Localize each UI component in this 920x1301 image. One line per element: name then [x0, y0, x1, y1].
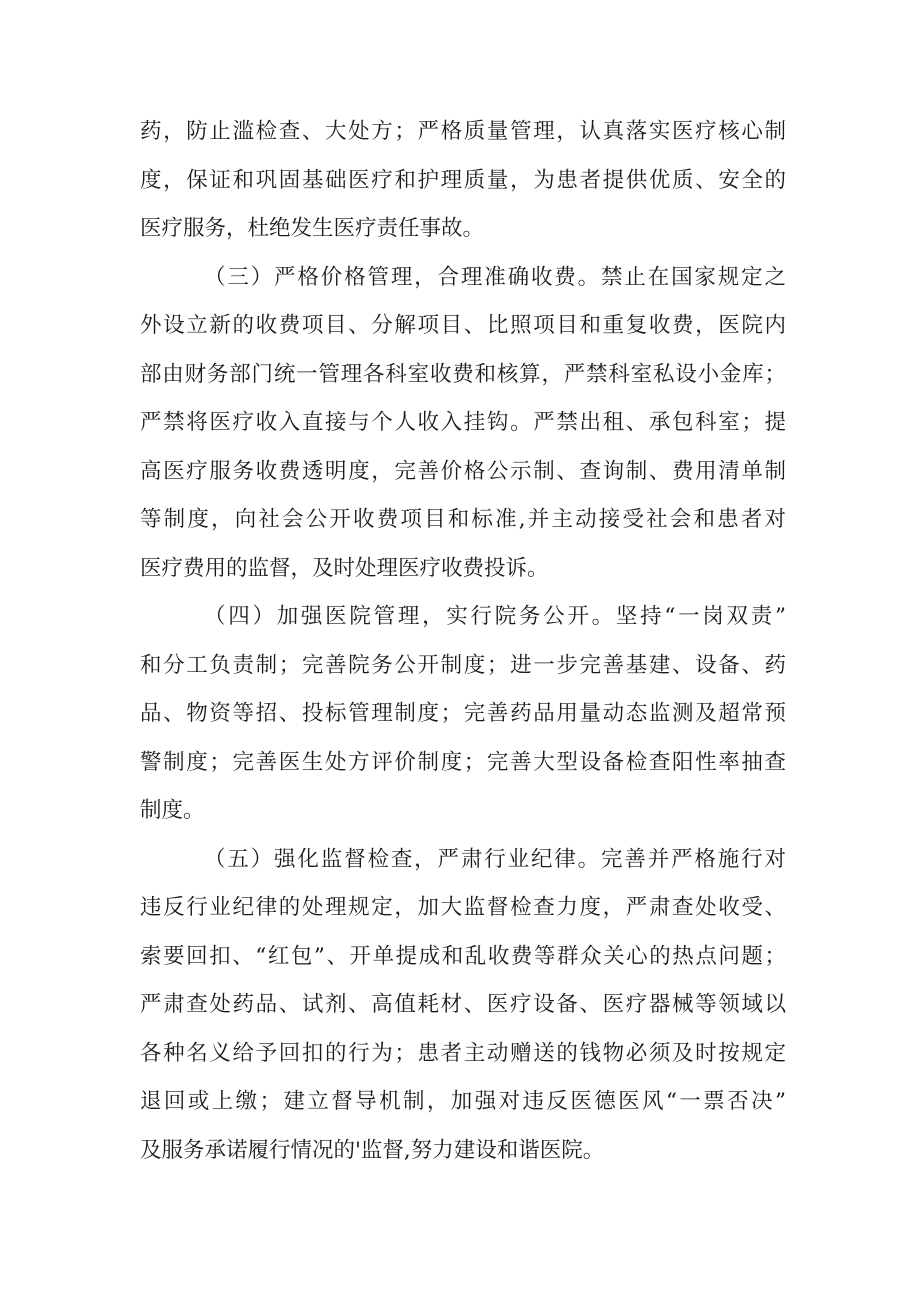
- text-line: 品、物资等招、投标管理制度；完善药品用量动态监测及超常预: [140, 701, 786, 726]
- text-line: 索要回扣、“红包”、开单提成和乱收费等群众关心的热点问题；: [140, 943, 786, 969]
- text-line: 及服务承诺履行情况的'监督,努力建设和谐医院。: [140, 1137, 605, 1163]
- paragraph-start-line: （三）严格价格管理，合理准确收费。禁止在国家规定之: [204, 264, 786, 290]
- text-line: 等制度，向社会公开收费项目和标准,并主动接受社会和患者对: [140, 507, 786, 532]
- text-line: 违反行业纪律的处理规定，加大监督检查力度，严肃查处收受、: [140, 895, 786, 920]
- text-line: 严肃查处药品、试剂、高值耗材、医疗设备、医疗器械等领域以: [140, 992, 786, 1017]
- text-line: 各种名义给予回扣的行为；患者主动赠送的钱物必须及时按规定: [140, 1040, 786, 1066]
- text-line: 度，保证和巩固基础医疗和护理质量，为患者提供优质、安全的: [140, 167, 786, 193]
- text-line: 严禁将医疗收入直接与个人收入挂钩。严禁出租、承包科室；提: [140, 410, 786, 435]
- text-line: 医疗服务，杜绝发生医疗责任事故。: [140, 216, 485, 241]
- text-line: 药，防止滥检查、大处方；严格质量管理，认真落实医疗核心制: [140, 119, 786, 144]
- text-line: 警制度；完善医生处方评价制度；完善大型设备检查阳性率抽查: [140, 749, 786, 775]
- text-line: 退回或上缴；建立督导机制，加强对违反医德医风“一票否决”: [140, 1089, 786, 1114]
- text-line: 制度。: [140, 798, 205, 823]
- text-line: 和分工负责制；完善院务公开制度；进一步完善基建、设备、药: [140, 652, 786, 678]
- body-text: [140, 108, 786, 1175]
- text-line: 部由财务部门统一管理各科室收费和核算，严禁科室私设小金库；: [140, 361, 786, 387]
- paragraph-start-line: （四）加强医院管理，实行院务公开。坚持“一岗双责”: [204, 604, 786, 629]
- text-line: 医疗费用的监督，及时处理医疗收费投诉。: [140, 555, 549, 581]
- text-line: 外设立新的收费项目、分解项目、比照项目和重复收费，医院内: [140, 313, 786, 338]
- paragraph-start-line: （五）强化监督检查，严肃行业纪律。完善并严格施行对: [204, 846, 786, 872]
- text-line: 高医疗服务收费透明度，完善价格公示制、查询制、费用清单制: [140, 458, 786, 484]
